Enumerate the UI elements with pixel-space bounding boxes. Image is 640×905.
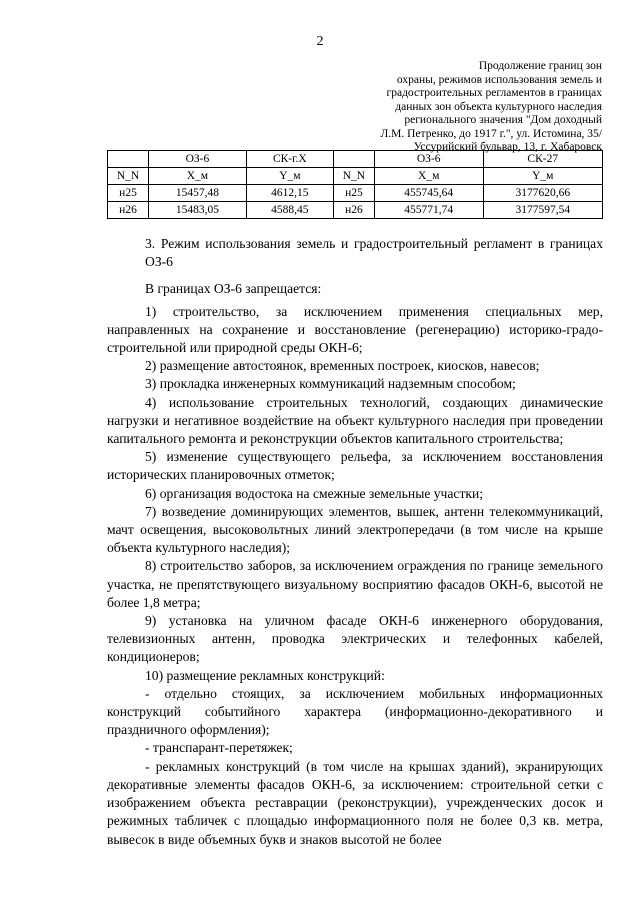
list-item: - транспарант-перетяжек; xyxy=(145,740,293,756)
page-number: 2 xyxy=(316,34,324,49)
list-item: 9) установка на уличном фасаде ОКН-6 инженерного оборудования, телевизионных антенн, проводка электрических и телефонных кабелей, кондиционеров; xyxy=(107,613,603,665)
header-line: Уссурийский бульвар, 13, г. Хабаровск xyxy=(413,141,602,153)
table-header-cell: N_N xyxy=(333,168,374,185)
header-line: регионального значения "Дом доходный xyxy=(404,114,602,126)
table-cell: 15483,05 xyxy=(149,202,247,219)
list-item: 10) размещение рекламных конструкций: xyxy=(145,667,385,683)
table-cell: н25 xyxy=(333,185,374,202)
document-body xyxy=(107,235,603,849)
table-cell: н26 xyxy=(333,202,374,219)
section-title: 3. Режим использования земель и градостроительный регламент в границах ОЗ-6 xyxy=(145,236,603,270)
table-cell: 15457,48 xyxy=(149,185,247,202)
header-line: градостроительных регламентов в границах xyxy=(386,87,602,99)
table-cell xyxy=(108,151,149,168)
table-cell: СК-27 xyxy=(483,151,602,168)
list-intro: В границах ОЗ-6 запрещается: xyxy=(145,281,322,297)
list-item: - рекламных конструкций (в том числе на крышах зданий), экранирующих декоративные элементы фасадов ОКН-6, за исключением: строительной сетки с изображением объекта реставрации (реконструкции), учрежденческих досок и режимных табличек с площадью информационного поля не более 0,3 кв. метра, вывесок в виде объемных букв и знаков высотой не более xyxy=(107,758,603,847)
header-line: охраны, режимов использования земель и xyxy=(396,73,602,86)
table-row xyxy=(108,202,603,219)
list-item: 4) использование строительных технологий, создающих динамические нагрузки и негативное воздействие на объект культурного наследия при проведении капитального ремонта и реконструкции объектов капитального строительства; xyxy=(107,394,603,447)
table-header-row xyxy=(108,168,603,185)
table-cell xyxy=(333,151,374,168)
list-item: 7) возведение доминирующих элементов, вышек, антенн телекоммуникаций, мачт освещения, высоковольтных линий электропередачи (в том числе на крыше объекта культурного наследия); xyxy=(107,503,603,556)
table-cell: 3177620,66 xyxy=(483,185,602,202)
document-header xyxy=(352,60,602,155)
table-row xyxy=(108,185,603,202)
list-item: 6) организация водостока на смежные земельные участки; xyxy=(145,485,484,501)
table-cell: 4612,15 xyxy=(246,185,333,202)
list-item: 2) размещение автостоянок, временных построек, киосков, навесов; xyxy=(145,358,540,374)
coordinates-table xyxy=(107,150,603,219)
table-cell: ОЗ-6 xyxy=(149,151,247,168)
table-group-row xyxy=(108,151,603,168)
table-cell: 3177597,54 xyxy=(483,202,602,219)
table-cell: н25 xyxy=(108,185,149,202)
list-item: 8) строительство заборов, за исключением ограждения по границе земельного участка, не препятствующего визуальному восприятию фасадов ОКН-6, высотой не более 1,8 метра; xyxy=(107,558,603,610)
table-header-cell: X_м xyxy=(374,168,483,185)
header-line: Л.М. Петренко, до 1917 г.", ул. Истомина, 35/ xyxy=(380,127,602,140)
list-item: - отдельно стоящих, за исключением мобильных информационных конструкций событийного характера (информационно-декоративного и праздничного оформления); xyxy=(107,685,603,738)
table-header-cell: X_м xyxy=(149,168,247,185)
table-header-cell: Y_м xyxy=(483,168,602,185)
list-item: 1) строительство, за исключением применения специальных мер, направленных на сохранение и восстановление (регенерацию) историко-градо- строительной или природной среды ОКН-6; xyxy=(107,303,603,356)
table-cell: СК-г.Х xyxy=(246,151,333,168)
table-cell: 455771,74 xyxy=(374,202,483,219)
list-item: 5) изменение существующего рельефа, за исключением восстановления исторических планировочных отметок; xyxy=(107,449,603,483)
table-header-cell: Y_м xyxy=(246,168,333,185)
table-header-cell: N_N xyxy=(108,168,149,185)
table-cell: ОЗ-6 xyxy=(374,151,483,168)
table-cell: 4588,45 xyxy=(246,202,333,219)
table-cell: н26 xyxy=(108,202,149,219)
header-line: данных зон объекта культурного наследия xyxy=(395,100,602,113)
table-cell: 455745,64 xyxy=(374,185,483,202)
header-line: Продолжение границ зон xyxy=(478,60,602,72)
list-item: 3) прокладка инженерных коммуникаций надземным способом; xyxy=(145,376,516,392)
